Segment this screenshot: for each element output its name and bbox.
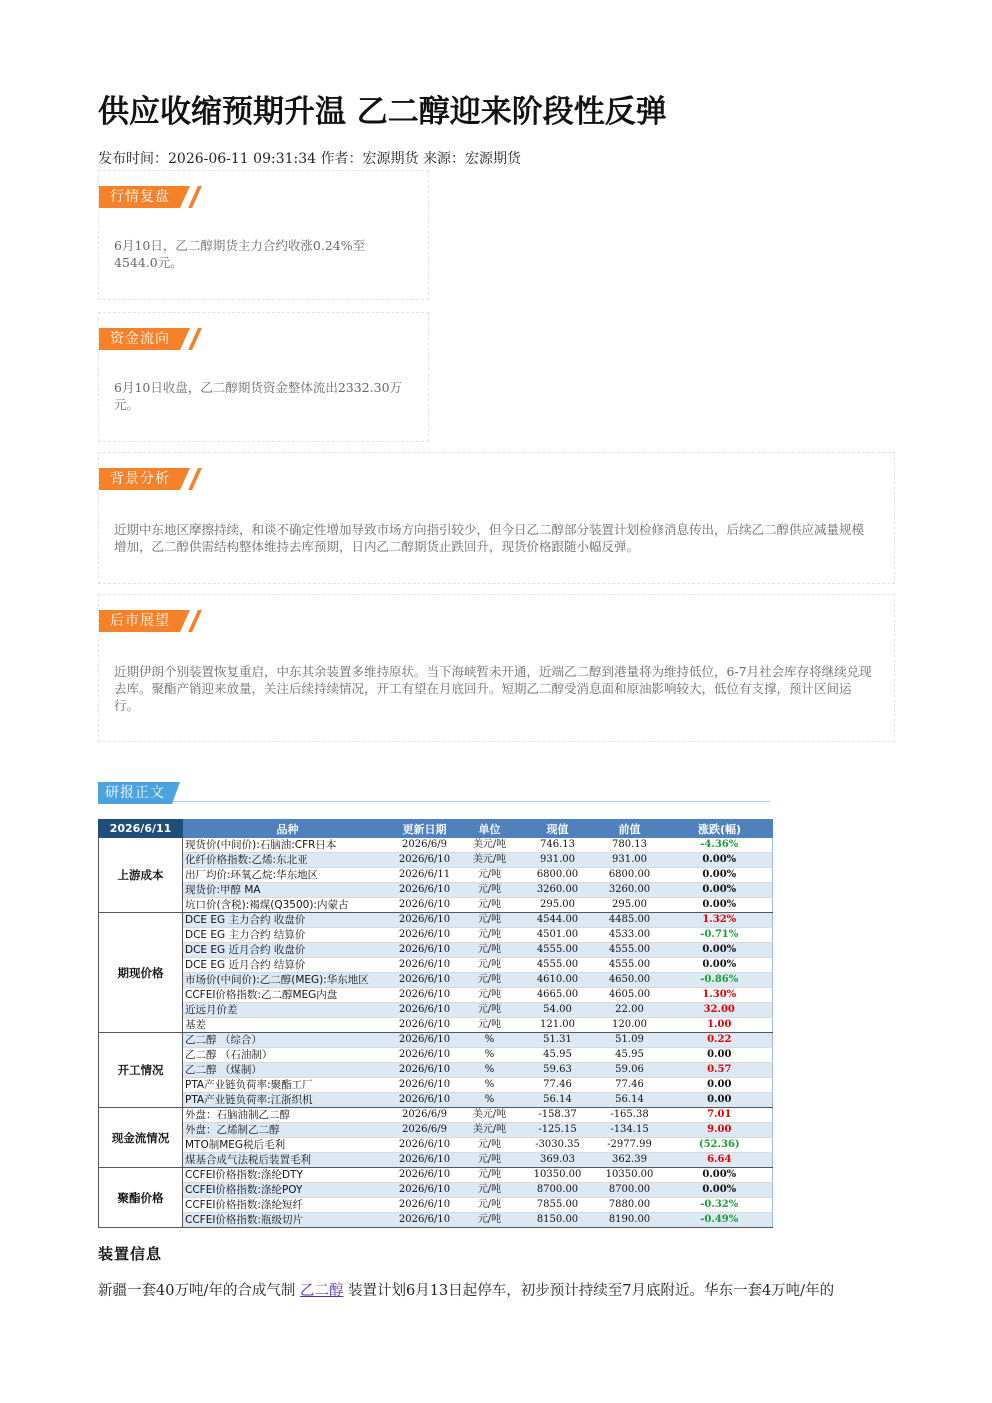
change-cell: 0.00 <box>667 1078 773 1093</box>
date-cell: 2026/6/10 <box>393 943 457 958</box>
category-cell: 聚酯价格 <box>99 1168 183 1228</box>
item-cell: CCFEI价格指数:乙二醇MEG内盘 <box>183 988 393 1003</box>
section-background <box>98 452 895 584</box>
change-cell: -0.71% <box>667 928 773 943</box>
date-cell: 2026/6/10 <box>393 1018 457 1033</box>
previous-value-cell: 8700.00 <box>593 1183 667 1198</box>
date-cell: 2026/6/10 <box>393 1138 457 1153</box>
table-row <box>99 1063 773 1078</box>
current-value-cell: 4610.00 <box>523 973 593 988</box>
unit-cell: 美元/吨 <box>457 838 523 853</box>
table-row <box>99 1213 773 1228</box>
device-text-after: 装置计划6月13日起停车，初步预计持续至7月底附近。华东一套4万吨/年的 <box>343 1283 835 1299</box>
table-row <box>99 1138 773 1153</box>
date-cell: 2026/6/10 <box>393 1198 457 1213</box>
previous-value-cell: 4650.00 <box>593 973 667 988</box>
date-cell: 2026/6/10 <box>393 1183 457 1198</box>
item-cell: MTO制MEG税后毛利 <box>183 1138 393 1153</box>
table-row <box>99 853 773 868</box>
unit-cell: 元/吨 <box>457 988 523 1003</box>
current-value-cell: -3030.35 <box>523 1138 593 1153</box>
table-row <box>99 868 773 883</box>
item-cell: 基差 <box>183 1018 393 1033</box>
section-text: 6月10日，乙二醇期货主力合约收涨0.24%至4544.0元。 <box>114 238 366 270</box>
item-cell: 乙二醇 （综合） <box>183 1033 393 1048</box>
section-outlook <box>98 594 895 742</box>
current-value-cell: 295.00 <box>523 898 593 913</box>
header-update: 更新日期 <box>393 820 457 838</box>
date-cell: 2026/6/10 <box>393 1033 457 1048</box>
table-row <box>99 1018 773 1033</box>
change-cell: 1.00 <box>667 1018 773 1033</box>
section-market-review <box>98 170 429 300</box>
previous-value-cell: 51.09 <box>593 1033 667 1048</box>
table-body <box>99 838 773 1228</box>
current-value-cell: 77.46 <box>523 1078 593 1093</box>
article-title: 供应收缩预期升温 乙二醇迎来阶段性反弹 <box>98 94 667 130</box>
change-cell: 6.64 <box>667 1153 773 1168</box>
section-tag: 资金流向 <box>99 328 180 350</box>
date-cell: 2026/6/10 <box>393 1168 457 1183</box>
table-header <box>99 820 773 838</box>
category-cell: 开工情况 <box>99 1033 183 1108</box>
current-value-cell: 4555.00 <box>523 943 593 958</box>
unit-cell: 元/吨 <box>457 1198 523 1213</box>
unit-cell: % <box>457 1048 523 1063</box>
current-value-cell: 4544.00 <box>523 913 593 928</box>
date-cell: 2026/6/10 <box>393 958 457 973</box>
table-row <box>99 1048 773 1063</box>
current-value-cell: 746.13 <box>523 838 593 853</box>
header-unit: 单位 <box>457 820 523 838</box>
change-cell: 0.00% <box>667 853 773 868</box>
device-info-title: 装置信息 <box>98 1245 163 1263</box>
item-cell: DCE EG 近月合约 收盘价 <box>183 943 393 958</box>
current-value-cell: 56.14 <box>523 1093 593 1108</box>
item-cell: 坑口价(含税):褐煤(Q3500):内蒙古 <box>183 898 393 913</box>
date-cell: 2026/6/10 <box>393 853 457 868</box>
unit-cell: 元/吨 <box>457 1153 523 1168</box>
change-cell: -4.36% <box>667 838 773 853</box>
change-cell: 0.00% <box>667 898 773 913</box>
date-cell: 2026/6/10 <box>393 913 457 928</box>
previous-value-cell: 45.95 <box>593 1048 667 1063</box>
current-value-cell: 3260.00 <box>523 883 593 898</box>
section-text: 近期伊朗个别装置恢复重启，中东其余装置多维持原状。当下海峡暂未开通，近端乙二醇到港量将为维持低位，6-7月社会库存将继续兑现去库。聚酯产销迎来放量，关注后续持续情况，开工有望在月底回升。短期乙二醇受消息面和原油影响较大，低位有支撑，预计区间运行。 <box>114 664 872 713</box>
section-tag: 后市展望 <box>99 610 180 632</box>
category-cell: 现金流情况 <box>99 1108 183 1168</box>
unit-cell: 美元/吨 <box>457 1108 523 1123</box>
item-cell: 外盘：石脑油制乙二醇 <box>183 1108 393 1123</box>
current-value-cell: 54.00 <box>523 1003 593 1018</box>
change-cell: (52.36) <box>667 1138 773 1153</box>
change-cell: -0.49% <box>667 1213 773 1228</box>
unit-cell: 元/吨 <box>457 1213 523 1228</box>
table-row <box>99 913 773 928</box>
table-row <box>99 1183 773 1198</box>
previous-value-cell: 4555.00 <box>593 943 667 958</box>
date-cell: 2026/6/10 <box>393 988 457 1003</box>
unit-cell: 元/吨 <box>457 1018 523 1033</box>
unit-cell: 元/吨 <box>457 868 523 883</box>
date-cell: 2026/6/10 <box>393 928 457 943</box>
previous-value-cell: 10350.00 <box>593 1168 667 1183</box>
date-cell: 2026/6/11 <box>393 868 457 883</box>
section-text: 近期中东地区摩擦持续，和谈不确定性增加导致市场方向指引较少，但今日乙二醇部分装置计划检修消息传出，后续乙二醇供应减量规模增加，乙二醇供需结构整体维持去库预期，日内乙二醇期货止跌回升，现货价格跟随小幅反弹。 <box>114 522 865 554</box>
change-cell: 0.00% <box>667 958 773 973</box>
unit-cell: 元/吨 <box>457 883 523 898</box>
unit-cell: 元/吨 <box>457 943 523 958</box>
current-value-cell: 4501.00 <box>523 928 593 943</box>
change-cell: 1.32% <box>667 913 773 928</box>
current-value-cell: 369.03 <box>523 1153 593 1168</box>
previous-value-cell: 22.00 <box>593 1003 667 1018</box>
ethylene-glycol-link[interactable]: 乙二醇 <box>299 1283 344 1299</box>
date-cell: 2026/6/10 <box>393 883 457 898</box>
date-cell: 2026/6/10 <box>393 898 457 913</box>
table-row <box>99 988 773 1003</box>
date-cell: 2026/6/10 <box>393 1003 457 1018</box>
unit-cell: 元/吨 <box>457 1003 523 1018</box>
date-cell: 2026/6/10 <box>393 1213 457 1228</box>
current-value-cell: 10350.00 <box>523 1168 593 1183</box>
previous-value-cell: 59.06 <box>593 1063 667 1078</box>
change-cell: 0.57 <box>667 1063 773 1078</box>
item-cell: PTA产业链负荷率:江浙织机 <box>183 1093 393 1108</box>
unit-cell: 美元/吨 <box>457 853 523 868</box>
change-cell: 0.00% <box>667 868 773 883</box>
previous-value-cell: 56.14 <box>593 1093 667 1108</box>
header-change: 涨跌(幅) <box>667 820 773 838</box>
unit-cell: 元/吨 <box>457 928 523 943</box>
previous-value-cell: 8190.00 <box>593 1213 667 1228</box>
unit-cell: 元/吨 <box>457 1168 523 1183</box>
table-row <box>99 928 773 943</box>
date-cell: 2026/6/9 <box>393 1123 457 1138</box>
item-cell: 近远月价差 <box>183 1003 393 1018</box>
header-item: 品种 <box>183 820 393 838</box>
unit-cell: 元/吨 <box>457 1183 523 1198</box>
item-cell: DCE EG 近月合约 结算价 <box>183 958 393 973</box>
section-text: 6月10日收盘，乙二醇期货资金整体流出2332.30万元。 <box>114 380 403 412</box>
table-row <box>99 1033 773 1048</box>
change-cell: 0.00 <box>667 1048 773 1063</box>
unit-cell: 元/吨 <box>457 1138 523 1153</box>
section-tag: 行情复盘 <box>99 186 180 208</box>
section-tag: 背景分析 <box>99 468 180 490</box>
item-cell: DCE EG 主力合约 收盘价 <box>183 913 393 928</box>
previous-value-cell: 3260.00 <box>593 883 667 898</box>
date-cell: 2026/6/10 <box>393 1093 457 1108</box>
unit-cell: % <box>457 1078 523 1093</box>
unit-cell: % <box>457 1033 523 1048</box>
device-text-before: 新疆一套40万吨/年的合成气制 <box>98 1283 300 1299</box>
current-value-cell: 4555.00 <box>523 958 593 973</box>
current-value-cell: -158.37 <box>523 1108 593 1123</box>
unit-cell: 元/吨 <box>457 913 523 928</box>
previous-value-cell: 4605.00 <box>593 988 667 1003</box>
change-cell: 0.22 <box>667 1033 773 1048</box>
unit-cell: 美元/吨 <box>457 1123 523 1138</box>
item-cell: 乙二醇 （煤制） <box>183 1063 393 1078</box>
item-cell: DCE EG 主力合约 结算价 <box>183 928 393 943</box>
table-row <box>99 1168 773 1183</box>
previous-value-cell: -134.15 <box>593 1123 667 1138</box>
table-row <box>99 1003 773 1018</box>
item-cell: CCFEI价格指数:瓶级切片 <box>183 1213 393 1228</box>
current-value-cell: 8700.00 <box>523 1183 593 1198</box>
change-cell: -0.32% <box>667 1198 773 1213</box>
table-row <box>99 1078 773 1093</box>
item-cell: 煤基合成气法税后装置毛利 <box>183 1153 393 1168</box>
table-row <box>99 958 773 973</box>
unit-cell: % <box>457 1093 523 1108</box>
category-cell: 期现价格 <box>99 913 183 1033</box>
current-value-cell: 51.31 <box>523 1033 593 1048</box>
item-cell: 出厂均价:环氧乙烷:华东地区 <box>183 868 393 883</box>
current-value-cell: 931.00 <box>523 853 593 868</box>
item-cell: 化纤价格指数:乙烯:东北亚 <box>183 853 393 868</box>
table-row <box>99 1093 773 1108</box>
current-value-cell: 59.63 <box>523 1063 593 1078</box>
previous-value-cell: 7880.00 <box>593 1198 667 1213</box>
change-cell: 0.00% <box>667 883 773 898</box>
change-cell: 32.00 <box>667 1003 773 1018</box>
article-meta: 发布时间：2026-06-11 09:31:34 作者：宏源期货 来源：宏源期货 <box>98 151 521 167</box>
change-cell: 0.00 <box>667 1093 773 1108</box>
date-cell: 2026/6/9 <box>393 1108 457 1123</box>
table-row <box>99 943 773 958</box>
previous-value-cell: 362.39 <box>593 1153 667 1168</box>
date-cell: 2026/6/10 <box>393 1048 457 1063</box>
change-cell: -0.86% <box>667 973 773 988</box>
date-cell: 2026/6/10 <box>393 1153 457 1168</box>
item-cell: CCFEI价格指数:涤纶短纤 <box>183 1198 393 1213</box>
change-cell: 7.01 <box>667 1108 773 1123</box>
previous-value-cell: -2977.99 <box>593 1138 667 1153</box>
previous-value-cell: 4485.00 <box>593 913 667 928</box>
table-row <box>99 973 773 988</box>
previous-value-cell: 931.00 <box>593 853 667 868</box>
item-cell: 现货价:甲醇 MA <box>183 883 393 898</box>
change-cell: 0.00% <box>667 1183 773 1198</box>
report-divider <box>98 801 770 802</box>
change-cell: 0.00% <box>667 1168 773 1183</box>
unit-cell: 元/吨 <box>457 958 523 973</box>
table-row <box>99 1198 773 1213</box>
previous-value-cell: 4555.00 <box>593 958 667 973</box>
table-row <box>99 1153 773 1168</box>
previous-value-cell: 77.46 <box>593 1078 667 1093</box>
price-table <box>98 819 773 1228</box>
current-value-cell: 4665.00 <box>523 988 593 1003</box>
item-cell: 外盘：乙烯制乙二醇 <box>183 1123 393 1138</box>
item-cell: 市场价(中间价):乙二醇(MEG):华东地区 <box>183 973 393 988</box>
device-info-paragraph <box>98 1279 898 1300</box>
previous-value-cell: 120.00 <box>593 1018 667 1033</box>
header-date: 2026/6/11 <box>99 820 183 838</box>
item-cell: CCFEI价格指数:涤纶DTY <box>183 1168 393 1183</box>
unit-cell: % <box>457 1063 523 1078</box>
date-cell: 2026/6/10 <box>393 1078 457 1093</box>
current-value-cell: 6800.00 <box>523 868 593 883</box>
change-cell: 0.00% <box>667 943 773 958</box>
header-current: 现值 <box>523 820 593 838</box>
table-row <box>99 838 773 853</box>
table-row <box>99 1108 773 1123</box>
item-cell: CCFEI价格指数:涤纶POY <box>183 1183 393 1198</box>
table-row <box>99 883 773 898</box>
previous-value-cell: 4533.00 <box>593 928 667 943</box>
report-tag: 研报正文 <box>98 782 172 804</box>
current-value-cell: 8150.00 <box>523 1213 593 1228</box>
table-row <box>99 898 773 913</box>
unit-cell: 元/吨 <box>457 973 523 988</box>
section-fund-flow <box>98 312 429 442</box>
previous-value-cell: 6800.00 <box>593 868 667 883</box>
item-cell: 乙二醇 （石油制） <box>183 1048 393 1063</box>
category-cell: 上游成本 <box>99 838 183 913</box>
date-cell: 2026/6/9 <box>393 838 457 853</box>
change-cell: 9.00 <box>667 1123 773 1138</box>
unit-cell: 元/吨 <box>457 898 523 913</box>
current-value-cell: 45.95 <box>523 1048 593 1063</box>
date-cell: 2026/6/10 <box>393 1063 457 1078</box>
item-cell: 现货价(中间价):石脑油:CFR日本 <box>183 838 393 853</box>
date-cell: 2026/6/10 <box>393 973 457 988</box>
previous-value-cell: 295.00 <box>593 898 667 913</box>
current-value-cell: 121.00 <box>523 1018 593 1033</box>
current-value-cell: 7855.00 <box>523 1198 593 1213</box>
item-cell: PTA产业链负荷率:聚酯工厂 <box>183 1078 393 1093</box>
table-row <box>99 1123 773 1138</box>
previous-value-cell: 780.13 <box>593 838 667 853</box>
change-cell: 1.30% <box>667 988 773 1003</box>
current-value-cell: -125.15 <box>523 1123 593 1138</box>
previous-value-cell: -165.38 <box>593 1108 667 1123</box>
header-previous: 前值 <box>593 820 667 838</box>
